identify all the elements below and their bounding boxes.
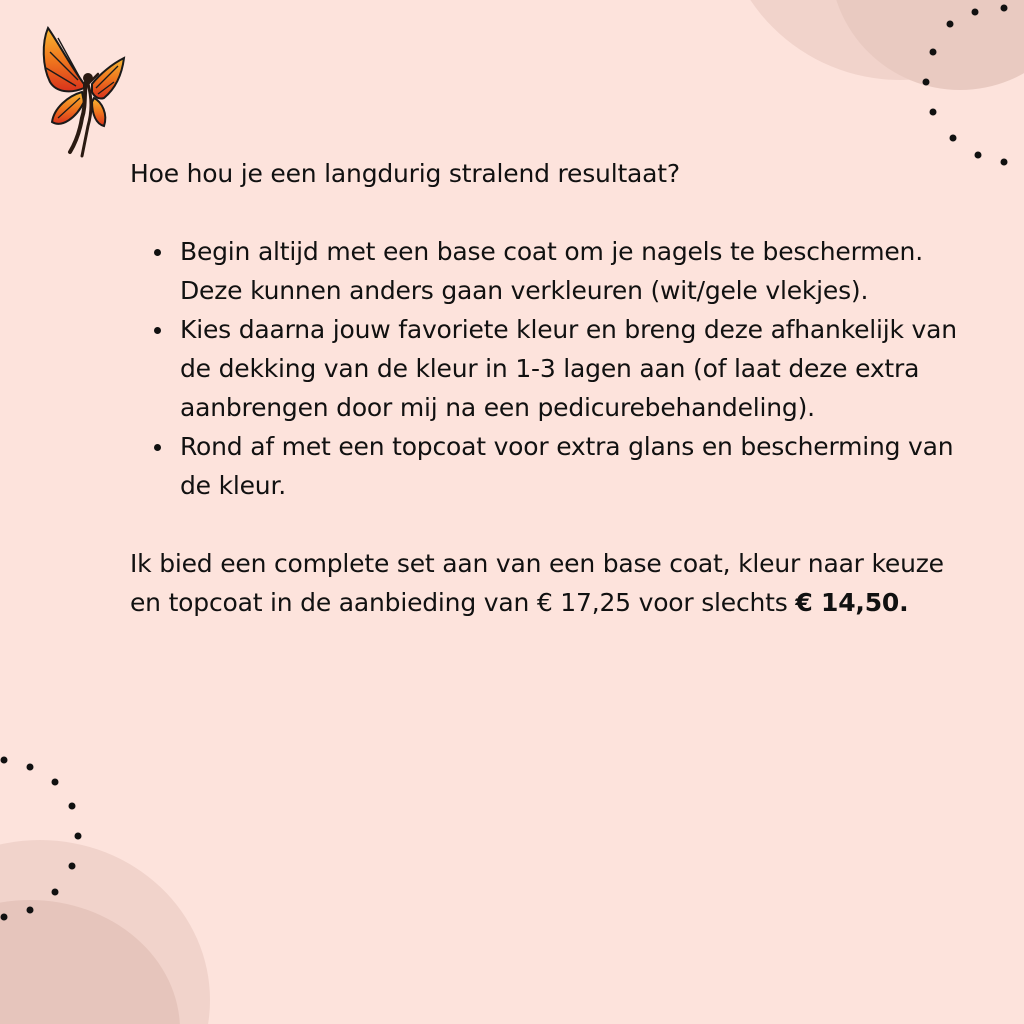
tip-text: Begin altijd met een base coat om je nagels te beschermen. Deze kunnen anders gaan verkleuren (wit/gele vlekjes). bbox=[180, 237, 923, 305]
bullet-icon bbox=[154, 444, 161, 451]
bullet-icon bbox=[154, 249, 161, 256]
page-heading: Hoe hou je een langdurig stralend resultaat? bbox=[130, 159, 680, 188]
bottom-left-dotted-arc bbox=[1, 757, 82, 921]
tips-list bbox=[130, 232, 960, 505]
tip-item bbox=[130, 310, 960, 427]
top-right-blob-outer bbox=[720, 0, 1024, 80]
tip-text: Kies daarna jouw favoriete kleur en breng deze afhankelijk van de dekking van de kleur in 1-3 lagen aan (of laat deze extra aanbrengen door mij na een pedicurebehandeling). bbox=[180, 315, 957, 422]
tip-item bbox=[130, 427, 960, 505]
tip-item bbox=[130, 232, 960, 310]
offer-paragraph bbox=[130, 544, 960, 622]
bottom-left-blob-outer bbox=[0, 840, 210, 1024]
bullet-icon bbox=[154, 327, 161, 334]
offer-text: Ik bied een complete set aan van een base coat, kleur naar keuze en topcoat in de aanbieding van € 17,25 voor slechts bbox=[130, 549, 944, 617]
main-content bbox=[130, 154, 960, 622]
top-right-blob-inner bbox=[830, 0, 1024, 90]
butterfly-fairy-icon bbox=[38, 22, 130, 158]
offer-price: € 14,50. bbox=[795, 588, 909, 617]
bottom-left-blob-inner bbox=[0, 900, 180, 1024]
tip-text: Rond af met een topcoat voor extra glans en bescherming van de kleur. bbox=[180, 432, 954, 500]
top-right-dotted-arc bbox=[923, 5, 1008, 166]
